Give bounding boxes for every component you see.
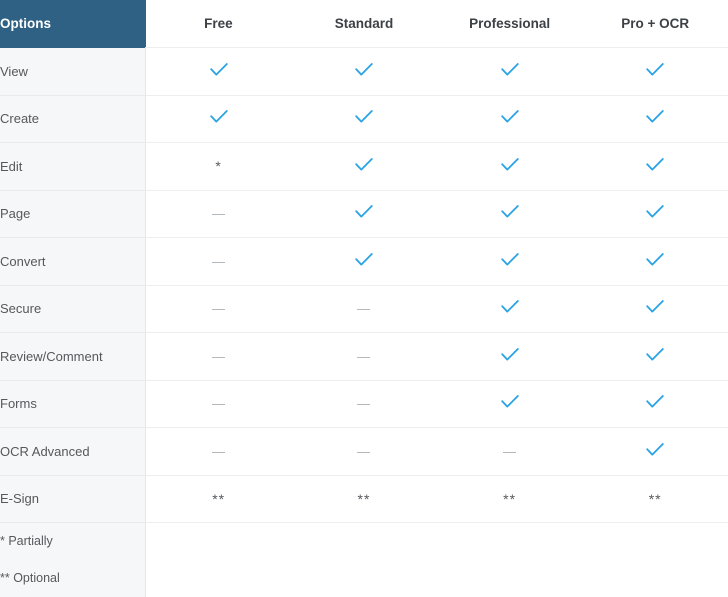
footnote-row-optional <box>0 559 728 597</box>
row-label: View <box>0 48 146 96</box>
cell-standard <box>291 380 437 428</box>
cell-pro-ocr <box>582 190 728 238</box>
footnote-spacer-free <box>146 523 292 559</box>
check-icon <box>501 63 519 77</box>
asterisk-marker: ** <box>212 490 226 507</box>
dash-icon <box>212 357 225 358</box>
check-icon <box>355 205 373 219</box>
dash-icon <box>212 309 225 310</box>
check-icon <box>501 205 519 219</box>
dash-icon <box>503 452 516 453</box>
column-header-professional: Professional <box>437 0 583 48</box>
check-icon <box>646 443 664 457</box>
cell-professional <box>437 48 583 96</box>
cell-standard <box>291 48 437 96</box>
cell-free <box>146 48 292 96</box>
dash-icon <box>212 452 225 453</box>
cell-pro-ocr <box>582 380 728 428</box>
check-icon <box>210 110 228 124</box>
cell-professional <box>437 143 583 191</box>
cell-free <box>146 190 292 238</box>
row-label: Secure <box>0 285 146 333</box>
table-row <box>0 380 728 428</box>
asterisk-marker: ** <box>503 490 517 507</box>
table-row <box>0 48 728 96</box>
check-icon <box>646 158 664 172</box>
dash-icon <box>212 404 225 405</box>
cell-professional <box>437 380 583 428</box>
row-label: Create <box>0 95 146 143</box>
cell-professional <box>437 428 583 476</box>
cell-free <box>146 380 292 428</box>
dash-icon <box>357 404 370 405</box>
row-label: Forms <box>0 380 146 428</box>
row-label: Convert <box>0 238 146 286</box>
row-label: Edit <box>0 143 146 191</box>
cell-standard <box>291 190 437 238</box>
cell-free <box>146 285 292 333</box>
table-row <box>0 428 728 476</box>
cell-standard <box>291 333 437 381</box>
dash-icon <box>212 214 225 215</box>
asterisk-marker: ** <box>648 490 662 507</box>
cell-pro-ocr <box>582 333 728 381</box>
cell-pro-ocr <box>582 143 728 191</box>
footnote-spacer2-standard <box>291 559 437 597</box>
check-icon <box>501 110 519 124</box>
check-icon <box>501 300 519 314</box>
cell-standard <box>291 475 437 523</box>
check-icon <box>355 110 373 124</box>
cell-standard <box>291 428 437 476</box>
check-icon <box>646 110 664 124</box>
table-body <box>0 48 728 523</box>
column-header-options: Options <box>0 0 146 48</box>
column-header-standard: Standard <box>291 0 437 48</box>
check-icon <box>646 348 664 362</box>
column-header-free: Free <box>146 0 292 48</box>
check-icon <box>501 348 519 362</box>
check-icon <box>501 395 519 409</box>
footnote-optional: ** Optional <box>0 559 146 597</box>
check-icon <box>646 205 664 219</box>
row-label: E-Sign <box>0 475 146 523</box>
dash-icon <box>357 452 370 453</box>
check-icon <box>646 395 664 409</box>
dash-icon <box>357 357 370 358</box>
cell-free <box>146 333 292 381</box>
table-footnotes <box>0 523 728 597</box>
cell-free <box>146 238 292 286</box>
cell-standard <box>291 143 437 191</box>
table-row <box>0 238 728 286</box>
row-label: Review/Comment <box>0 333 146 381</box>
footnote-spacer2-professional <box>437 559 583 597</box>
asterisk-marker: * <box>215 158 222 175</box>
table-row <box>0 95 728 143</box>
cell-pro-ocr <box>582 238 728 286</box>
cell-pro-ocr <box>582 95 728 143</box>
footnote-spacer2-free <box>146 559 292 597</box>
cell-pro-ocr <box>582 428 728 476</box>
check-icon <box>501 253 519 267</box>
dash-icon <box>212 262 225 263</box>
check-icon <box>646 63 664 77</box>
cell-professional <box>437 475 583 523</box>
cell-pro-ocr <box>582 48 728 96</box>
cell-standard <box>291 95 437 143</box>
cell-free <box>146 428 292 476</box>
cell-pro-ocr <box>582 475 728 523</box>
table-row <box>0 475 728 523</box>
table-row <box>0 143 728 191</box>
asterisk-marker: ** <box>357 490 371 507</box>
row-label: OCR Advanced <box>0 428 146 476</box>
footnote-row-partially <box>0 523 728 559</box>
column-header-pro-ocr: Pro + OCR <box>582 0 728 48</box>
cell-free <box>146 95 292 143</box>
footnote-spacer-professional <box>437 523 583 559</box>
check-icon <box>355 253 373 267</box>
table-row <box>0 190 728 238</box>
cell-free <box>146 475 292 523</box>
cell-professional <box>437 333 583 381</box>
check-icon <box>646 253 664 267</box>
table-head <box>0 0 728 48</box>
cell-pro-ocr <box>582 285 728 333</box>
cell-professional <box>437 190 583 238</box>
check-icon <box>646 300 664 314</box>
check-icon <box>210 63 228 77</box>
check-icon <box>355 158 373 172</box>
cell-professional <box>437 285 583 333</box>
footnote-partially: * Partially <box>0 523 146 559</box>
cell-professional <box>437 95 583 143</box>
footnote-spacer-pro-ocr <box>582 523 728 559</box>
footnote-spacer2-pro-ocr <box>582 559 728 597</box>
table-header-row <box>0 0 728 48</box>
check-icon <box>501 158 519 172</box>
table-row <box>0 333 728 381</box>
cell-standard <box>291 238 437 286</box>
cell-free <box>146 143 292 191</box>
footnote-spacer-standard <box>291 523 437 559</box>
cell-standard <box>291 285 437 333</box>
dash-icon <box>357 309 370 310</box>
check-icon <box>355 63 373 77</box>
row-label: Page <box>0 190 146 238</box>
cell-professional <box>437 238 583 286</box>
table-row <box>0 285 728 333</box>
